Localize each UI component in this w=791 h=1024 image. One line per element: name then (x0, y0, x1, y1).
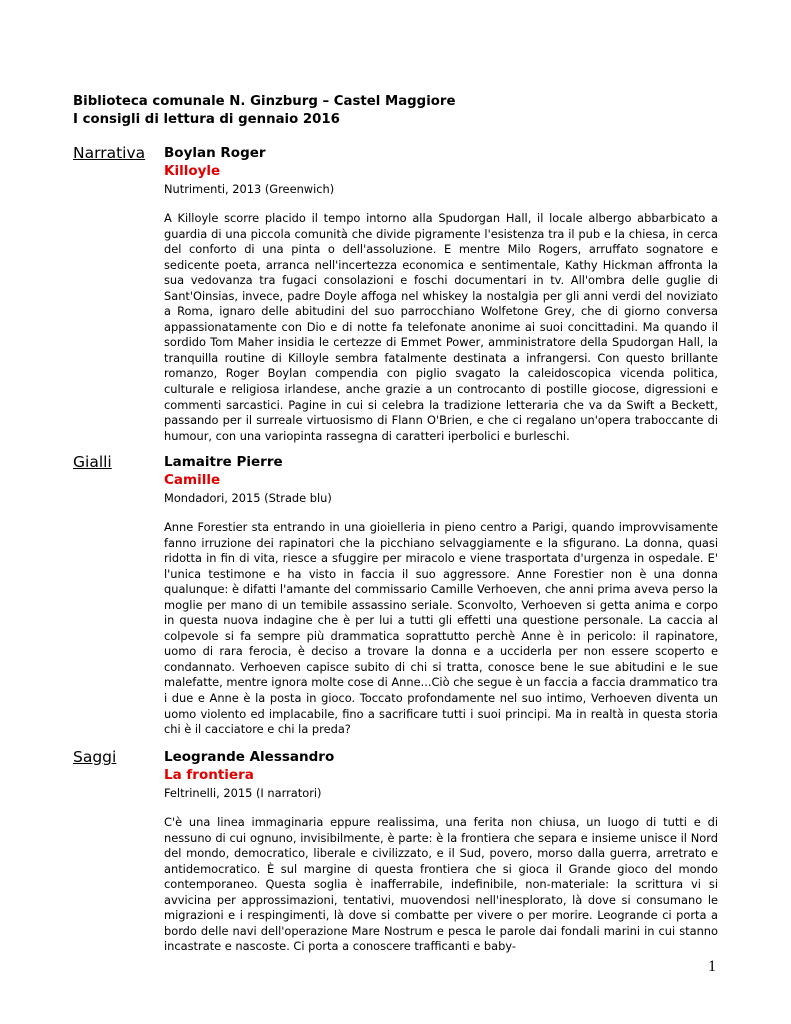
book-description: C'è una linea immaginaria eppure realissima, una ferita non chiusa, un luogo di tutti e di nessuno di cui ognuno, invisibilmente, è parte: è la frontiera che separa e insieme unisce il Nord del mondo, democratico, liberale e civilizzato, e il Sud, povero, morso dalla guerra, arretrato e antidemocratico. È sul margine di questa frontiera che si gioca il Grande gioco del mondo contemporaneo. Questa soglia è inafferrabile, indefinibile, non-materiale: la scrittura vi si avvicina per approssimazioni, tentativi, muovendosi nell'inesplorato, là dove si consumano le migrazioni e i respingimenti, là dove si combatte per vivere o per morire. Leogrande ci porta a bordo delle navi dell'operazione Mare Nostrum e pesca le parole dai fondali marini in cui stanno incastrate e nascoste. Ci porta a conoscere trafficanti e baby- (164, 815, 718, 954)
book-publication: Feltrinelli, 2015 (I narratori) (164, 786, 322, 800)
book-description: A Killoyle scorre placido il tempo intorno alla Spudorgan Hall, il locale albergo abbarbicato a guardia di una piccola comunità che divide pigramente l'esistenza tra il pub e la chiesa, in cerca del conforto di una pinta o dell'assoluzione. E mentre Milo Rogers, arruffato sognatore e sedicente poeta, arranca nell'incertezza economica e sentimentale, Kathy Hickman affronta la sua vedovanza tra fugaci consolazioni e foschi documentari in tv. All'ombra delle guglie di Sant'Oinsias, invece, padre Doyle affoga nel whiskey la nostalgia per gli anni verdi del noviziato a Roma, ignaro delle abitudini del suo parrocchiano Wolfetone Grey, che di giorno conversa appassionatamente con Dio e di notte fa telefonate anonime ai suoi concittadini. Ma quando il sordido Tom Maher insidia le certezze di Emmet Power, amministratore della Spudorgan Hall, la tranquilla routine di Killoyle sembra fatalmente destinata a infrangersi. Con questo brillante romanzo, Roger Boylan compendia con piglio svagato la caleidoscopica vicenda politica, culturale e religiosa irlandese, anche grazie a un controcanto di postille giocose, digressioni e commenti sarcastici. Pagine in cui si celebra la tradizione letteraria che va da Swift a Beckett, passando per il surreale virtuosismo di Flann O'Brien, e che ci regalano un'opera traboccante di humour, con una variopinta rassegna di caratteri iperbolici e burleschi. (164, 211, 718, 443)
book-publication: Nutrimenti, 2013 (Greenwich) (164, 182, 335, 196)
page-number: 1 (708, 958, 716, 975)
book-author: Leogrande Alessandro (164, 749, 335, 765)
page-header (73, 93, 723, 129)
genre-heading: Saggi (73, 748, 117, 766)
book-title: Killoyle (164, 163, 221, 179)
book-author: Lamaitre Pierre (164, 454, 283, 470)
document-title: I consigli di lettura di gennaio 2016 (73, 112, 340, 127)
book-title: Camille (164, 472, 221, 488)
genre-heading: Narrativa (73, 144, 146, 162)
book-publication: Mondadori, 2015 (Strade blu) (164, 491, 332, 505)
genre-heading: Gialli (73, 453, 112, 471)
book-author: Boylan Roger (164, 145, 266, 161)
book-description: Anne Forestier sta entrando in una gioielleria in pieno centro a Parigi, quando improvvisamente fanno irruzione dei rapinatori che la picchiano selvaggiamente e la sfigurano. La donna, quasi ridotta in fin di vita, riesce a sfuggire per miracolo e viene trasportata d'urgenza in ospedale. E' l'unica testimone e ha visto in faccia il suo aggressore. Anne Forestier non è una donna qualunque: è difatti l'amante del commissario Camille Verhoeven, che anni prima aveva perso la moglie per mano di un temibile assassino seriale. Sconvolto, Verhoeven si getta anima e corpo in questa nuova indagine che è per lui a tutti gli effetti una questione personale. La caccia al colpevole si fa sempre più drammatica soprattutto perchè Anne è in pericolo: il rapinatore, uomo di rara ferocia, è deciso a trovare la donna e a ucciderla per non essere scoperto e condannato. Verhoeven capisce subito di chi si tratta, conosce bene le sue abitudini e le sue malefatte, mentre ignora molte cose di Anne...Ciò che segue è un faccia a faccia drammatico tra i due e Anne è la posta in gioco. Toccato profondamente nel suo intimo, Verhoeven diventa un uomo violento ed implacabile, fino a sacrificare tutti i suoi principi. Ma in realtà in questa storia chi è il cacciatore e chi la preda? (164, 520, 718, 737)
library-name: Biblioteca comunale N. Ginzburg – Castel Maggiore (73, 94, 456, 109)
book-title: La frontiera (164, 767, 254, 783)
